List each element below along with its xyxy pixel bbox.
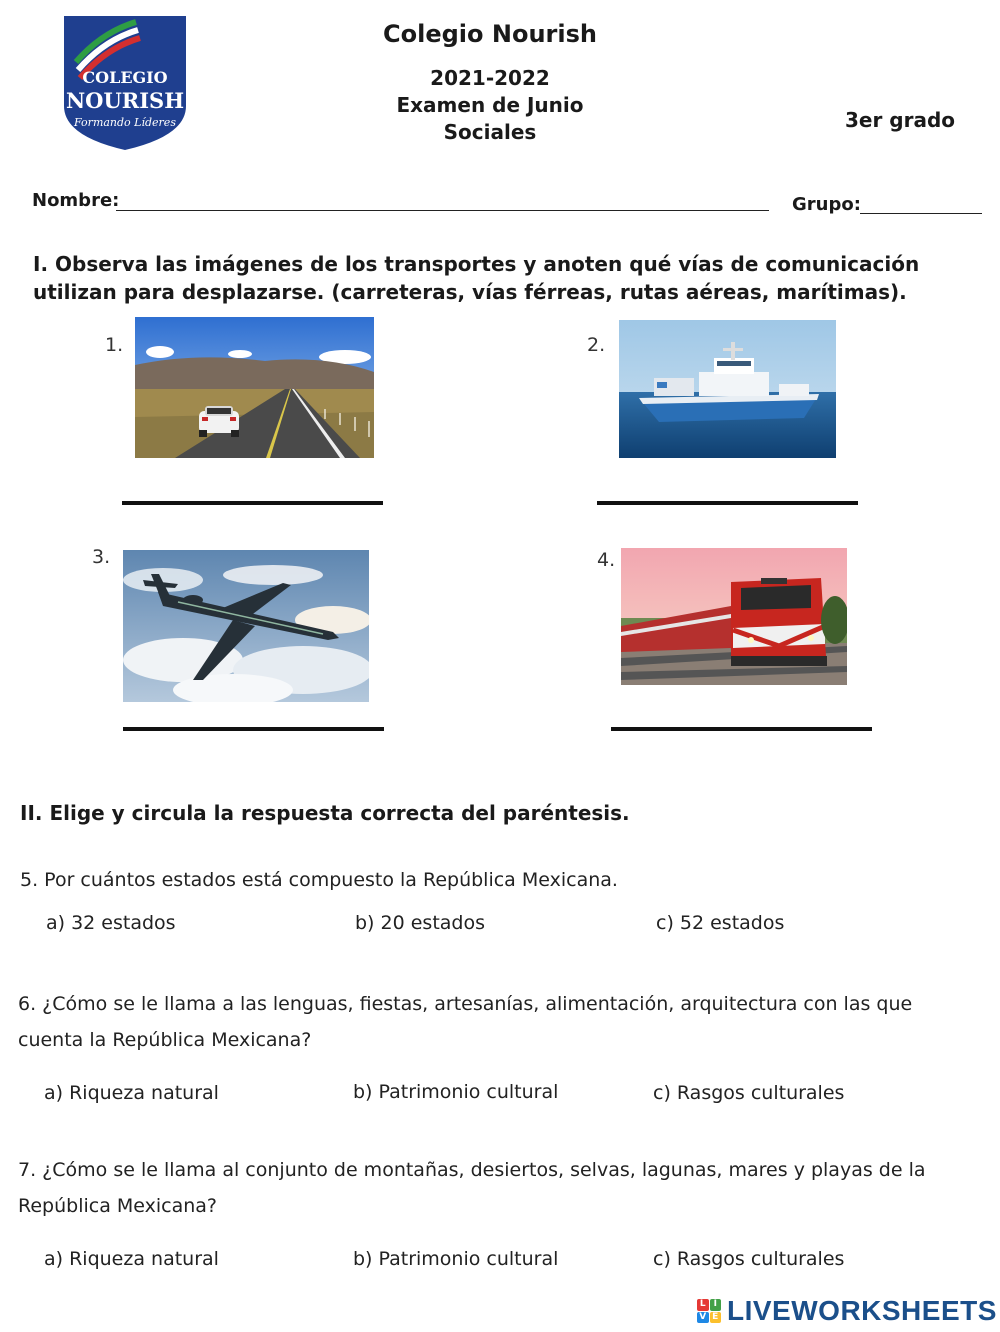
car-on-road-image: [135, 317, 374, 458]
item3-answer-line[interactable]: [123, 727, 384, 731]
question-6-line2: cuenta la República Mexicana?: [18, 1029, 312, 1051]
q7-option-c[interactable]: c) Rasgos culturales: [653, 1248, 845, 1270]
q5-option-c[interactable]: c) 52 estados: [656, 912, 785, 934]
item2-number: 2.: [587, 334, 606, 356]
badge-letter: E: [710, 1312, 722, 1324]
item3-number: 3.: [92, 546, 111, 568]
school-name: Colegio Nourish: [383, 20, 597, 48]
question-7: [18, 1152, 988, 1224]
exam-title: Examen de Junio: [396, 93, 584, 117]
school-year: 2021-2022: [430, 66, 550, 90]
question-5: 5. Por cuántos estados está compuesto la República Mexicana.: [20, 869, 618, 891]
subject-title: Sociales: [443, 120, 537, 144]
question-6: [18, 986, 988, 1058]
item1-number: 1.: [105, 334, 124, 356]
badge-letter: V: [697, 1312, 709, 1324]
badge-letter: I: [710, 1299, 722, 1311]
q5-option-b[interactable]: b) 20 estados: [355, 912, 485, 934]
name-label: Nombre:: [32, 190, 120, 211]
q7-option-a[interactable]: a) Riqueza natural: [44, 1248, 219, 1270]
q6-option-b[interactable]: b) Patrimonio cultural: [353, 1081, 559, 1103]
name-field[interactable]: [116, 210, 769, 211]
liveworksheets-brand: LIVEWORKSHEETS: [727, 1295, 997, 1326]
question-7-line1: 7. ¿Cómo se le llama al conjunto de montañas, desiertos, selvas, lagunas, mares y playas de la: [18, 1159, 926, 1181]
logo-text-line1: COLEGIO: [82, 68, 168, 87]
grade-label: 3er grado: [844, 108, 956, 132]
logo-motto: Formando Líderes: [74, 116, 176, 129]
q5-option-a[interactable]: a) 32 estados: [46, 912, 176, 934]
item1-answer-line[interactable]: [122, 501, 383, 505]
question-6-line1: 6. ¿Cómo se le llama a las lenguas, fiestas, artesanías, alimentación, arquitectura con las que: [18, 993, 913, 1015]
train-on-rails-image: [621, 548, 847, 685]
logo-text-line2: NOURISH: [65, 88, 185, 113]
item2-answer-line[interactable]: [597, 501, 858, 505]
question-7-line2: República Mexicana?: [18, 1195, 218, 1217]
q6-option-a[interactable]: a) Riqueza natural: [44, 1082, 219, 1104]
section1-title-line1: I. Observa las imágenes de los transportes y anoten qué vías de comunicación: [33, 252, 920, 276]
badge-letter: L: [697, 1299, 709, 1311]
airplane-above-clouds-image: [123, 550, 369, 702]
q6-option-c[interactable]: c) Rasgos culturales: [653, 1082, 845, 1104]
liveworksheets-watermark[interactable]: [697, 1296, 997, 1326]
item4-answer-line[interactable]: [611, 727, 872, 731]
item4-number: 4.: [597, 549, 616, 571]
q7-option-b[interactable]: b) Patrimonio cultural: [353, 1248, 559, 1270]
group-field[interactable]: [860, 213, 982, 214]
section1-title-line2: utilizan para desplazarse. (carreteras, vías férreas, rutas aéreas, marítimas).: [33, 280, 907, 304]
section1-title: [33, 250, 973, 306]
group-label: Grupo:: [792, 194, 861, 215]
school-logo: [62, 14, 188, 152]
liveworksheets-logo-icon: [697, 1299, 721, 1323]
section2-title: II. Elige y circula la respuesta correcta del paréntesis.: [20, 801, 630, 825]
ship-at-sea-image: [619, 320, 836, 458]
